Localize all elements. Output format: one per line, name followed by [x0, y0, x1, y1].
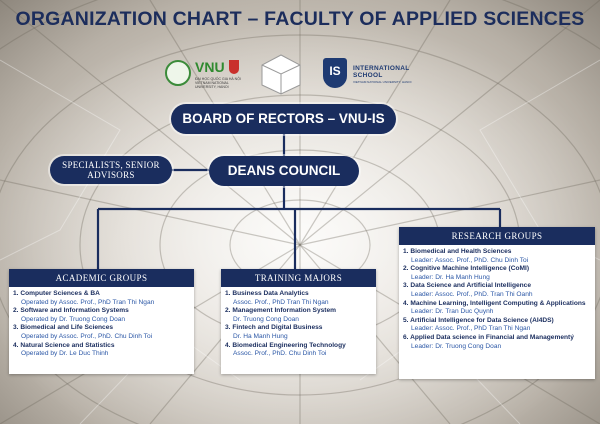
- research-item-title: 5. Artificial Intelligence for Data Science (AI4DS): [403, 316, 554, 324]
- deans-council-node: DEANS COUNCIL: [209, 156, 359, 186]
- academic-groups-box: [9, 269, 194, 374]
- vnu-logo-text: VNU: [195, 59, 225, 75]
- research-item-title: 3. Data Science and Artificial Intelligence: [403, 282, 532, 290]
- academic-item-detail: Operated by Dr. Le Duc Thinh: [21, 350, 109, 358]
- training-item-title: 3. Fintech and Digital Business: [225, 324, 323, 332]
- research-item-detail: Leader: Dr. Ha Manh Hung: [411, 273, 490, 281]
- research-groups-box: [399, 227, 595, 379]
- is-shield-icon: IS: [323, 58, 347, 88]
- research-item-detail: Leader: Assoc. Prof., PhD. Chu Dinh Toi: [411, 256, 529, 264]
- research-item-detail: Leader: Dr. Tran Duc Quynh: [411, 308, 494, 316]
- training-majors-heading: TRAINING MAJORS: [221, 269, 376, 287]
- specialists-node: SPECIALISTS, SENIOR ADVISORS: [50, 156, 172, 184]
- research-groups-heading: RESEARCH GROUPS: [399, 227, 595, 245]
- is-logo-subtext: VIETNAM NATIONAL UNIVERSITY, HANOI: [353, 80, 412, 84]
- training-item-detail: Dr. Truong Cong Doan: [233, 315, 299, 323]
- academic-item-detail: Operated by Assoc. Prof., PhD. Chu Dinh Toi: [21, 332, 153, 340]
- training-item-detail: Dr. Ha Manh Hung: [233, 332, 288, 340]
- academic-item-title: 2. Software and Information Systems: [13, 307, 129, 315]
- academic-item-title: 3. Biomedical and Life Sciences: [13, 324, 114, 332]
- academic-item-title: 4. Natural Science and Statistics: [13, 341, 115, 349]
- research-groups-list: [399, 245, 595, 351]
- training-item-title: 2. Management Information System: [225, 307, 337, 315]
- research-item-title: 1. Biomedical and Health Sciences: [403, 248, 512, 255]
- training-item-title: 1. Business Data Analytics: [225, 290, 309, 297]
- academic-groups-list: [9, 287, 194, 359]
- academic-item-title: 1. Computer Sciences & BA: [13, 290, 100, 297]
- research-item-detail: Leader: Assoc. Prof., PhD. Tran Thi Oanh: [411, 290, 533, 298]
- training-item-detail: Assoc. Prof., PhD. Chu Dinh Toi: [233, 350, 327, 358]
- vnu-logo-subtext: ĐẠI HỌC QUỐC GIA HÀ NỘI VIETNAM NATIONAL UNIVERSITY, HANOI: [195, 77, 241, 89]
- is-logo-name: INTERNATIONAL SCHOOL: [353, 65, 410, 79]
- training-majors-list: [221, 287, 376, 359]
- research-item-title: 4. Machine Learning, Intelligent Computing & Applications: [403, 299, 586, 307]
- research-item-detail: Leader: Dr. Truong Cong Doan: [411, 342, 502, 350]
- academic-groups-heading: ACADEMIC GROUPS: [9, 269, 194, 287]
- research-item-title: 6. Applied Data science in Financial and Managementý: [403, 333, 574, 341]
- board-of-rectors-node: BOARD OF RECTORS – VNU-IS: [171, 104, 396, 134]
- academic-item-detail: Operated by Dr. Truong Cong Doan: [21, 315, 126, 323]
- training-item-detail: Assoc. Prof., PhD Tran Thi Ngan: [233, 298, 329, 306]
- research-item-title: 2. Cognitive Machine Intelligence (CoMI): [403, 265, 530, 273]
- training-item-title: 4. Biomedical Engineering Technology: [225, 341, 346, 349]
- academic-item-detail: Operated by Assoc. Prof., PhD Tran Thi Ngan: [21, 298, 155, 306]
- page-title: ORGANIZATION CHART – FACULTY OF APPLIED SCIENCES: [15, 8, 585, 30]
- research-item-detail: Leader: Assoc. Prof., PhD Tran Thi Ngan: [411, 325, 531, 333]
- training-majors-box: [221, 269, 376, 374]
